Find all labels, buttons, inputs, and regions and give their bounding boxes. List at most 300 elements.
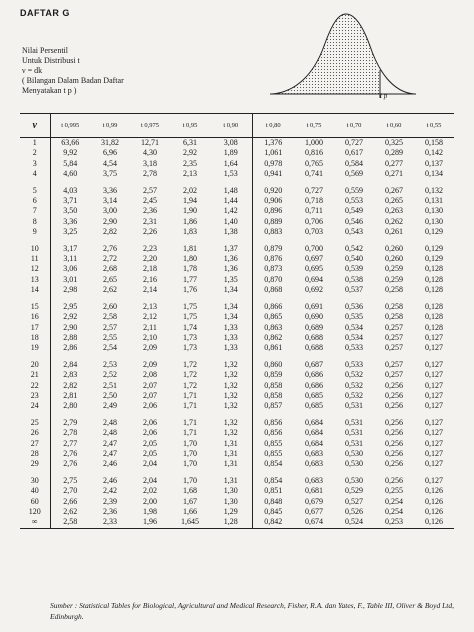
value-cell: 1,37 xyxy=(210,244,252,254)
value-cell: 0,289 xyxy=(385,148,403,158)
df-cell: 14 xyxy=(20,285,50,295)
value-cell: 0,532 xyxy=(345,380,363,390)
df-cell: 11 xyxy=(20,254,50,264)
value-cell: 1,33 xyxy=(210,323,252,333)
value-cell: 2,92 xyxy=(63,312,78,322)
value-cell: 2,79 xyxy=(63,417,78,427)
value-cell: 1,38 xyxy=(210,227,252,237)
value-cell: 0,681 xyxy=(305,486,323,496)
df-cell: 21 xyxy=(20,370,50,380)
value-cell: 0,546 xyxy=(345,216,363,226)
value-cell: 1,28 xyxy=(210,517,252,528)
table-row xyxy=(20,517,454,528)
value-cell: 1,40 xyxy=(210,217,252,227)
df-cell: 16 xyxy=(20,312,50,322)
value-cell: 1,42 xyxy=(210,206,252,216)
value-cell: 2,08 xyxy=(143,370,157,380)
column-header: t 0,55 xyxy=(414,114,454,138)
value-cell: 0,537 xyxy=(345,285,363,295)
value-cell: 0,569 xyxy=(345,169,363,179)
value-cell: 0,533 xyxy=(345,343,363,353)
value-cell: 1,74 xyxy=(183,322,197,332)
df-cell: ∞ xyxy=(20,517,50,528)
value-cell: 2,58 xyxy=(50,517,90,528)
value-cell: 0,258 xyxy=(385,285,403,295)
value-cell: 2,54 xyxy=(103,343,117,353)
value-cell: 2,90 xyxy=(103,216,117,226)
value-cell: 2,95 xyxy=(63,301,78,311)
value-cell: 2,78 xyxy=(143,169,157,179)
value-cell: 0,870 xyxy=(264,274,283,284)
value-cell: 0,559 xyxy=(345,185,363,195)
value-cell: 1,376 xyxy=(264,138,283,147)
value-cell: 0,855 xyxy=(264,438,283,448)
value-cell: 2,05 xyxy=(143,438,157,448)
value-cell: 0,848 xyxy=(264,496,283,506)
value-cell: 0,526 xyxy=(345,507,363,516)
value-cell: 2,82 xyxy=(103,227,117,237)
df-cell: 8 xyxy=(20,217,50,227)
df-cell: 26 xyxy=(20,428,50,438)
value-cell: 0,524 xyxy=(334,517,374,528)
value-cell: 2,50 xyxy=(103,390,117,400)
value-cell: 2,52 xyxy=(103,370,117,380)
value-cell: 2,48 xyxy=(103,428,117,438)
value-cell: 2,36 xyxy=(103,507,117,516)
value-cell: 0,259 xyxy=(385,274,403,284)
value-cell: 2,75 xyxy=(63,475,78,485)
value-cell: 0,868 xyxy=(264,285,283,295)
value-cell: 0,862 xyxy=(264,332,283,342)
value-cell: 1,32 xyxy=(210,428,252,438)
df-cell: 18 xyxy=(20,333,50,343)
value-cell: 1,76 xyxy=(183,285,197,295)
value-cell: 1,31 xyxy=(210,459,252,469)
table-row xyxy=(20,196,454,206)
value-cell: 1,34 xyxy=(210,285,252,295)
value-cell: 1,68 xyxy=(183,486,197,496)
value-cell: 0,700 xyxy=(305,243,323,253)
table-row xyxy=(20,439,454,449)
value-cell: 0,265 xyxy=(385,196,403,206)
value-cell: 0,703 xyxy=(305,227,323,237)
value-cell: 2,31 xyxy=(143,216,157,226)
value-cell: 2,51 xyxy=(103,380,117,390)
value-cell: 0,531 xyxy=(345,417,363,427)
value-cell: 2,92 xyxy=(183,148,197,158)
value-cell: 0,816 xyxy=(305,148,323,158)
table-row xyxy=(20,343,454,353)
value-cell: 0,271 xyxy=(385,169,403,179)
value-cell: 2,35 xyxy=(183,158,197,168)
value-cell: 0,127 xyxy=(425,417,443,427)
value-cell: 1,33 xyxy=(210,333,252,343)
value-cell: 2,09 xyxy=(143,343,157,353)
value-cell: 1,36 xyxy=(210,254,252,264)
value-cell: 2,02 xyxy=(183,185,197,195)
value-cell: 0,530 xyxy=(345,448,363,458)
value-cell: 1,89 xyxy=(210,148,252,158)
value-cell: 0,128 xyxy=(425,322,443,332)
df-cell: 10 xyxy=(20,244,50,254)
value-cell: 2,16 xyxy=(143,274,157,284)
value-cell: 2,65 xyxy=(103,274,117,284)
value-cell: 1,73 xyxy=(183,343,197,353)
value-cell: 2,18 xyxy=(143,264,157,274)
table-row xyxy=(20,497,454,507)
value-cell: 0,741 xyxy=(305,169,323,179)
value-cell: 0,260 xyxy=(385,243,403,253)
value-cell: 0,706 xyxy=(305,216,323,226)
value-cell: 2,20 xyxy=(143,254,157,264)
value-cell: 0,856 xyxy=(264,428,283,438)
value-cell: 1,061 xyxy=(264,148,283,158)
value-cell: 0,127 xyxy=(425,401,443,411)
value-cell: 0,679 xyxy=(305,496,323,506)
value-cell: 5,84 xyxy=(63,158,78,168)
value-cell: 0,127 xyxy=(425,380,443,390)
value-cell: 0,861 xyxy=(264,343,283,353)
value-cell: 0,688 xyxy=(305,332,323,342)
value-cell: 2,60 xyxy=(103,301,117,311)
value-cell: 2,07 xyxy=(143,390,157,400)
value-cell: 2,76 xyxy=(63,448,78,458)
table-row xyxy=(20,360,454,370)
value-cell: 0,540 xyxy=(345,254,363,264)
value-cell: 1,80 xyxy=(183,254,197,264)
value-cell: 0,127 xyxy=(425,475,443,485)
value-cell: 2,76 xyxy=(103,243,117,253)
value-cell: 2,26 xyxy=(143,227,157,237)
table-row xyxy=(20,159,454,169)
value-cell: 0,257 xyxy=(385,332,403,342)
value-cell: 3,08 xyxy=(210,138,252,149)
value-cell: 2,70 xyxy=(63,486,78,496)
value-cell: 2,23 xyxy=(143,243,157,253)
value-cell: 0,727 xyxy=(305,185,323,195)
value-cell: 0,690 xyxy=(305,312,323,322)
table-row xyxy=(20,381,454,391)
table-row xyxy=(20,312,454,322)
table-row xyxy=(20,370,454,380)
value-cell: 0,889 xyxy=(264,216,283,226)
value-cell: 0,718 xyxy=(305,196,323,206)
value-cell: 0,686 xyxy=(305,380,323,390)
value-cell: 2,05 xyxy=(143,448,157,458)
df-cell: 28 xyxy=(20,449,50,459)
page-title: DAFTAR G xyxy=(20,8,70,18)
value-cell: 1,77 xyxy=(183,274,197,284)
table-row xyxy=(20,486,454,496)
value-cell: 2,47 xyxy=(103,448,117,458)
value-cell: 4,60 xyxy=(63,169,78,179)
intro-line: Nilai Persentil xyxy=(22,46,68,55)
value-cell: 2,06 xyxy=(143,417,157,427)
df-cell: 6 xyxy=(20,196,50,206)
value-cell: 0,531 xyxy=(345,438,363,448)
value-cell: 2,00 xyxy=(143,496,157,506)
value-cell: 0,686 xyxy=(305,370,323,380)
value-cell: 1,73 xyxy=(183,332,197,342)
value-cell: 2,14 xyxy=(143,285,157,295)
column-header: t 0,995 xyxy=(50,114,90,138)
value-cell: 0,549 xyxy=(345,206,363,216)
value-cell: 2,80 xyxy=(63,401,78,411)
value-cell: 2,10 xyxy=(143,332,157,342)
value-cell: 1,70 xyxy=(183,459,197,469)
column-header: t 0,99 xyxy=(90,114,130,138)
value-cell: 0,127 xyxy=(425,359,443,369)
value-cell: 3,36 xyxy=(103,185,117,195)
value-cell: 2,84 xyxy=(63,359,78,369)
value-cell: 2,06 xyxy=(143,428,157,438)
value-cell: 1,71 xyxy=(183,428,197,438)
value-cell: 0,685 xyxy=(305,390,323,400)
df-cell: 1 xyxy=(20,138,50,149)
df-cell: 7 xyxy=(20,206,50,216)
df-cell: 29 xyxy=(20,459,50,469)
table-row xyxy=(20,227,454,237)
table-row xyxy=(20,254,454,264)
table-row xyxy=(20,459,454,469)
df-cell: 5 xyxy=(20,186,50,196)
value-cell: 2,66 xyxy=(63,496,78,506)
value-cell: 1,66 xyxy=(183,507,197,516)
value-cell: 3,18 xyxy=(143,158,157,168)
value-cell: 1,71 xyxy=(183,401,197,411)
value-cell: 1,94 xyxy=(183,196,197,206)
value-cell: 3,75 xyxy=(103,169,117,179)
value-cell: 2,42 xyxy=(103,486,117,496)
table-row xyxy=(20,302,454,312)
value-cell: 6,31 xyxy=(183,138,197,147)
curve-label: t p xyxy=(380,92,388,100)
value-cell: 3,17 xyxy=(63,243,78,253)
value-cell: 0,873 xyxy=(264,264,283,274)
df-cell: 3 xyxy=(20,159,50,169)
value-cell: 0,684 xyxy=(305,438,323,448)
value-cell: 0,883 xyxy=(264,227,283,237)
value-cell: 0,856 xyxy=(264,417,283,427)
value-cell: 0,128 xyxy=(425,285,443,295)
value-cell: 0,684 xyxy=(305,417,323,427)
value-cell: 0,858 xyxy=(264,380,283,390)
value-cell: 0,684 xyxy=(305,428,323,438)
value-cell: 0,130 xyxy=(425,206,443,216)
value-cell: 0,863 xyxy=(264,322,283,332)
value-cell: 0,539 xyxy=(345,264,363,274)
value-cell: 2,48 xyxy=(103,417,117,427)
source-note: Sumber : Statistical Tables for Biological, Agricultural and Medical Research, Fisher, R.A. dan Yates, F., Table III, Oliver & Boyd Ltd, Edinburgh. xyxy=(50,601,455,621)
value-cell: 1,32 xyxy=(210,370,252,380)
value-cell: 0,261 xyxy=(385,227,403,237)
value-cell: 0,256 xyxy=(385,390,403,400)
value-cell: 0,688 xyxy=(305,343,323,353)
value-cell: 1,70 xyxy=(183,448,197,458)
header-row xyxy=(20,114,454,138)
value-cell: 0,253 xyxy=(374,517,414,528)
value-cell: 0,687 xyxy=(305,359,323,369)
value-cell: 2,72 xyxy=(103,254,117,264)
table-row xyxy=(20,323,454,333)
value-cell: 0,845 xyxy=(264,507,283,516)
column-header: t 0,70 xyxy=(334,114,374,138)
value-cell: 2,02 xyxy=(143,486,157,496)
value-cell: 2,82 xyxy=(63,380,78,390)
value-cell: 0,128 xyxy=(425,264,443,274)
table-row xyxy=(20,507,454,517)
value-cell: 2,62 xyxy=(63,507,78,516)
intro-line: ν = dk xyxy=(22,66,43,75)
value-cell: 0,920 xyxy=(264,185,283,195)
value-cell: 0,255 xyxy=(385,486,403,496)
value-cell: 1,32 xyxy=(210,360,252,370)
value-cell: 2,36 xyxy=(143,206,157,216)
value-cell: 1,34 xyxy=(210,302,252,312)
value-cell: 0,536 xyxy=(345,301,363,311)
value-cell: 0,683 xyxy=(305,459,323,469)
value-cell: 0,127 xyxy=(425,390,443,400)
value-cell: 0,256 xyxy=(385,401,403,411)
value-cell: 0,257 xyxy=(385,343,403,353)
value-cell: 2,45 xyxy=(143,196,157,206)
df-cell: 19 xyxy=(20,343,50,353)
df-cell: 60 xyxy=(20,497,50,507)
value-cell: 0,534 xyxy=(345,322,363,332)
table-row xyxy=(20,476,454,486)
df-cell: 4 xyxy=(20,169,50,179)
value-cell: 2,81 xyxy=(63,390,78,400)
value-cell: 0,533 xyxy=(345,359,363,369)
value-cell: 2,04 xyxy=(143,459,157,469)
value-cell: 3,50 xyxy=(63,206,78,216)
value-cell: 0,879 xyxy=(264,243,283,253)
value-cell: 2,09 xyxy=(143,359,157,369)
value-cell: 1,48 xyxy=(210,186,252,196)
value-cell: 0,127 xyxy=(425,332,443,342)
df-cell: 30 xyxy=(20,476,50,486)
value-cell: 0,855 xyxy=(264,448,283,458)
value-cell: 2,04 xyxy=(143,475,157,485)
value-cell: 9,92 xyxy=(63,148,78,158)
value-cell: 3,06 xyxy=(63,264,78,274)
value-cell: 2,13 xyxy=(183,169,197,179)
value-cell: 0,941 xyxy=(264,169,283,179)
value-cell: 1,31 xyxy=(210,476,252,486)
value-cell: 0,691 xyxy=(305,301,323,311)
value-cell: 1,645 xyxy=(170,517,210,528)
df-cell: 2 xyxy=(20,148,50,158)
value-cell: 3,01 xyxy=(63,274,78,284)
table-row xyxy=(20,244,454,254)
value-cell: 1,72 xyxy=(183,359,197,369)
value-cell: 1,70 xyxy=(183,438,197,448)
value-cell: 0,127 xyxy=(425,448,443,458)
value-cell: 1,96 xyxy=(130,517,170,528)
value-cell: 0,694 xyxy=(305,274,323,284)
table-row xyxy=(20,138,454,149)
value-cell: 1,53 xyxy=(210,169,252,179)
value-cell: 0,553 xyxy=(345,196,363,206)
df-cell: 22 xyxy=(20,381,50,391)
value-cell: 0,859 xyxy=(264,370,283,380)
df-cell: 40 xyxy=(20,486,50,496)
value-cell: 0,126 xyxy=(414,517,454,528)
value-cell: 0,126 xyxy=(425,486,443,496)
value-cell: 0,685 xyxy=(305,401,323,411)
value-cell: 4,30 xyxy=(143,148,157,158)
value-cell: 0,254 xyxy=(385,496,403,506)
value-cell: 0,851 xyxy=(264,486,283,496)
df-cell: 24 xyxy=(20,401,50,411)
value-cell: 2,12 xyxy=(143,312,157,322)
value-cell: 2,07 xyxy=(143,380,157,390)
value-cell: 63,66 xyxy=(61,138,80,147)
value-cell: 0,534 xyxy=(345,332,363,342)
value-cell: 2,88 xyxy=(63,332,78,342)
column-header: t 0,75 xyxy=(294,114,334,138)
value-cell: 31,82 xyxy=(101,138,119,147)
value-cell: 1,31 xyxy=(210,439,252,449)
table-row xyxy=(20,169,454,179)
value-cell: 2,78 xyxy=(63,428,78,438)
value-cell: 0,260 xyxy=(385,254,403,264)
value-cell: 1,72 xyxy=(183,370,197,380)
intro-line: ( Bilangan Dalam Badan Daftar xyxy=(22,76,124,85)
value-cell: 0,277 xyxy=(385,158,403,168)
table-row xyxy=(20,217,454,227)
value-cell: 2,06 xyxy=(143,401,157,411)
value-cell: 1,34 xyxy=(210,312,252,322)
value-cell: 1,32 xyxy=(210,418,252,428)
value-cell: 2,46 xyxy=(103,475,117,485)
df-cell: 120 xyxy=(20,507,50,517)
value-cell: 1,98 xyxy=(143,507,157,516)
column-header: t 0,95 xyxy=(170,114,210,138)
value-cell: 2,47 xyxy=(103,438,117,448)
value-cell: 3,36 xyxy=(63,216,78,226)
value-cell: 0,127 xyxy=(425,428,443,438)
df-cell: 25 xyxy=(20,418,50,428)
value-cell: 0,131 xyxy=(425,196,443,206)
value-cell: 1,81 xyxy=(183,243,197,253)
value-cell: 2,46 xyxy=(103,459,117,469)
value-cell: 0,532 xyxy=(345,390,363,400)
value-cell: 0,842 xyxy=(252,517,294,528)
table-row xyxy=(20,333,454,343)
value-cell: 0,865 xyxy=(264,312,283,322)
value-cell: 4,54 xyxy=(103,158,117,168)
value-cell: 0,692 xyxy=(305,285,323,295)
value-cell: 2,76 xyxy=(63,459,78,469)
value-cell: 0,257 xyxy=(385,370,403,380)
value-cell: 1,000 xyxy=(305,138,323,147)
value-cell: 0,129 xyxy=(425,254,443,264)
value-cell: 0,127 xyxy=(425,343,443,353)
value-cell: 6,96 xyxy=(103,148,117,158)
df-cell: 17 xyxy=(20,323,50,333)
value-cell: 0,127 xyxy=(425,459,443,469)
column-header: ν xyxy=(20,114,50,138)
value-cell: 0,697 xyxy=(305,254,323,264)
value-cell: 0,538 xyxy=(345,274,363,284)
value-cell: 1,64 xyxy=(210,159,252,169)
table-row xyxy=(20,401,454,411)
value-cell: 0,128 xyxy=(425,312,443,322)
value-cell: 0,896 xyxy=(264,206,283,216)
value-cell: 2,13 xyxy=(143,301,157,311)
value-cell: 1,32 xyxy=(210,381,252,391)
